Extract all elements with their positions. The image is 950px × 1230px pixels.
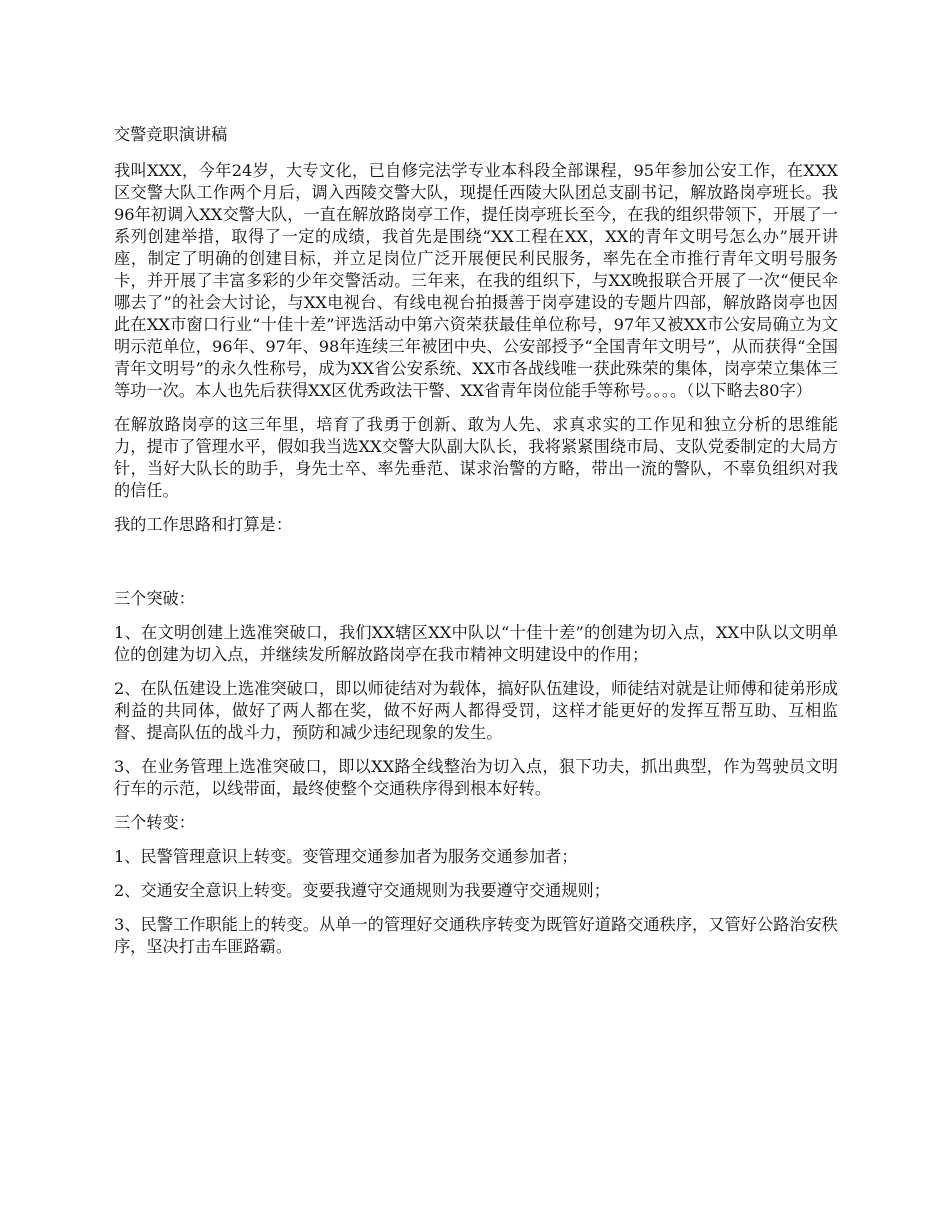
paragraph-introduction: 我叫XXX，今年24岁，大专文化，已自修完法学专业本科段全部课程，95年参加公安工作，在XXX区交警大队工作两个月后，调入西陵交警大队，现提任西陵大队团总支副书记，解放路岗亭班长。我96年初调入XX交警大队，一直在解放路岗亭工作，提任岗亭班长至今，在我的组织带领下，开展了一系列创建举措，取得了一定的成绩，我首先是围绕“XX工程在XX，XX的青年文明号怎么办”展开讲座，制定了明确的创建目标，并立足岗位广泛开展便民利民服务，率先在全市推行青年文明号服务卡，并开展了丰富多彩的少年交警活动。三年来，在我的组织下，与XX晚报联合开展了一次“便民伞哪去了”的社会大讨论，与XX电视台、有线电视台拍摄善于岗亭建设的专题片四部，解放路岗亭也因此在XX市窗口行业“十佳十差”评选活动中第六资荣获最佳单位称号，97年又被XX市公安局确立为文明示范单位，96年、97年、98年连续三年被团中央、公安部授予“全国青年文明号”，从而获得“全国青年文明号”的永久性称号，成为XX省公安系统、XX市各战线唯一获此殊荣的集体，岗亭荣立集体三等功一次。本人也先后获得XX区优秀政法干警、XX省青年岗位能手等称号。。。。（以下略去80字）	[114, 161, 838, 400]
list-item-transformation-3: 3、民警工作职能上的转变。从单一的管理好交通秩序转变为既管好道路交通秩序，又管好公路治安秩序，坚决打击车匪路霸。	[114, 915, 838, 956]
section-heading-transformations: 三个转变：	[114, 813, 195, 832]
list-item-breakthrough-1: 1、在文明创建上选准突破口，我们XX辖区XX中队以“十佳十差”的创建为切入点，XX中队以文明单位的创建为切入点，并继续发所解放路岗亭在我市精神文明建设中的作用；	[114, 623, 838, 664]
paragraph-plan-intro: 我的工作思路和打算是：	[114, 515, 293, 534]
list-item-breakthrough-2: 2、在队伍建设上选准突破口，即以师徒结对为载体，搞好队伍建设，师徒结对就是让师傅和徒弟形成利益的共同体，做好了两人都在奖，做不好两人都得受罚，这样才能更好的发挥互帮互助、互相监督、提高队伍的战斗力，预防和减少违纪现象的发生。	[114, 679, 838, 742]
list-item-transformation-1: 1、民警管理意识上转变。变管理交通参加者为服务交通参加者；	[114, 847, 578, 866]
list-item-transformation-2: 2、交通安全意识上转变。变要我遵守交通规则为我要遵守交通规则；	[114, 881, 610, 900]
section-heading-breakthroughs: 三个突破：	[114, 589, 195, 608]
document-body	[114, 124, 838, 970]
paragraph-commitment: 在解放路岗亭的这三年里，培育了我勇于创新、敢为人先、求真求实的工作见和独立分析的思维能力，提市了管理水平，假如我当选XX交警大队副大队长，我将紧紧围绕市局、支队党委制定的大局方针，当好大队长的助手，身先士卒、率先垂范、谋求治警的方略，带出一流的警队，不辜负组织对我的信任。	[114, 415, 838, 500]
list-item-breakthrough-3: 3、在业务管理上选准突破口，即以XX路全线整治为切入点，狠下功夫，抓出典型，作为驾驶员文明行车的示范，以线带面，最终使整个交通秩序得到根本好转。	[114, 757, 838, 798]
document-title: 交警竞职演讲稿	[114, 125, 228, 144]
